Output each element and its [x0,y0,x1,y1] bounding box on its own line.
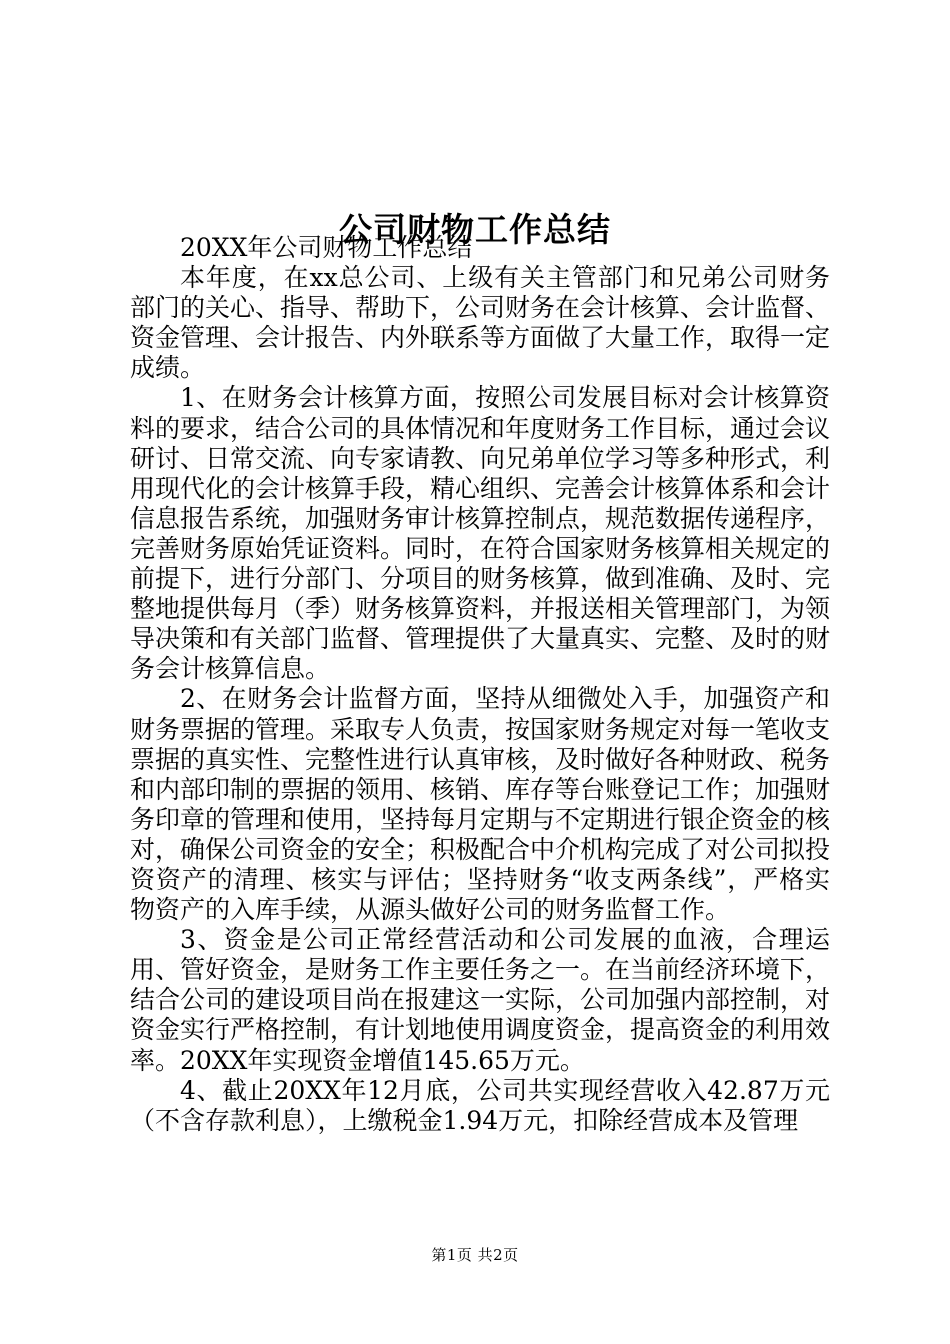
paragraph-accounting: 1、在财务会计核算方面，按照公司发展目标对会计核算资料的要求，结合公司的具体情况和年度财务工作目标，通过会议研讨、日常交流、向专家请教、向兄弟单位学习等多种形式，利用现代化的会计核算手段，精心组织、完善会计核算体系和会计信息报告系统，加强财务审计核算控制点，规范数据传递程序，完善财务原始凭证资料。同时，在符合国家财务核算相关规定的前提下，进行分部门、分项目的财务核算，做到准确、及时、完整地提供每月（季）财务核算资料，并报送相关管理部门，为领导决策和有关部门监督、管理提供了大量真实、完整、及时的财务会计核算信息。 [130,383,831,684]
paragraph-supervision: 2、在财务会计监督方面，坚持从细微处入手，加强资产和财务票据的管理。采取专人负责，按国家财务规定对每一笔收支票据的真实性、完整性进行认真审核，及时做好各种财政、税务和内部印制的票据的领用、核销、库存等台账登记工作；加强财务印章的管理和使用，坚持每月定期与不定期进行银企资金的核对，确保公司资金的安全；积极配合中介机构完成了对公司拟投资资产的清理、核实与评估；坚持财务“收支两条线”，严格实物资产的入库手续，从源头做好公司的财务监督工作。 [130,684,831,925]
paragraph-intro: 本年度，在xx总公司、上级有关主管部门和兄弟公司财务部门的关心、指导、帮助下，公司财务在会计核算、会计监督、资金管理、会计报告、内外联系等方面做了大量工作，取得一定成绩。 [130,263,831,383]
document-title: 公司财物工作总结 [339,210,611,250]
document-subtitle: 20XX年公司财物工作总结 [180,233,473,262]
page-number: 第1页 共2页 [431,1246,519,1264]
paragraph-funds: 3、资金是公司正常经营活动和公司发展的血液，合理运用、管好资金，是财务工作主要任务之一。在当前经济环境下，结合公司的建设项目尚在报建这一实际，公司加强内部控制，对资金实行严格控制，有计划地使用调度资金，提高资金的利用效率。20XX年实现资金增值145.65万元。 [130,925,831,1075]
document-body [130,233,830,1136]
paragraph-revenue: 4、截止20XX年12月底，公司共实现经营收入42.87万元（不含存款利息），上缴税金1.94万元，扣除经营成本及管理 [130,1075,830,1135]
